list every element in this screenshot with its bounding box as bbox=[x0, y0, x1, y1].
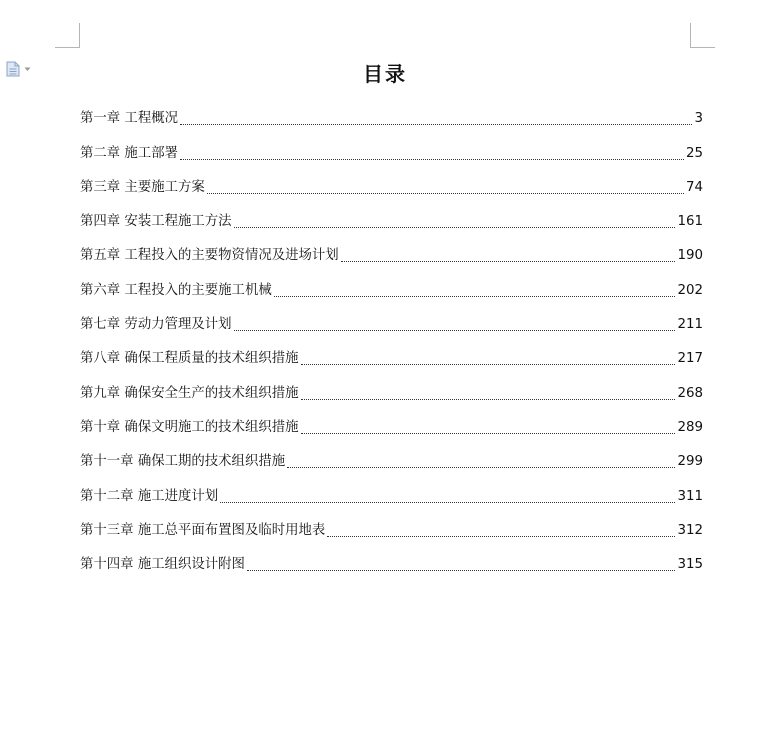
toc-entry[interactable] bbox=[80, 98, 703, 132]
toc-entry-page: 161 bbox=[677, 214, 703, 230]
toc-dot-leader bbox=[234, 329, 676, 331]
toc-entry[interactable] bbox=[80, 132, 703, 166]
toc-entry-label: 第三章 主要施工方案 bbox=[80, 179, 205, 195]
toc-dot-leader bbox=[234, 226, 676, 228]
toc-entry[interactable] bbox=[80, 167, 703, 201]
toc-entry[interactable] bbox=[80, 235, 703, 269]
toc-entry-page: 268 bbox=[677, 385, 703, 401]
toc-entry-label: 第六章 工程投入的主要施工机械 bbox=[80, 282, 272, 298]
toc-entry-page: 315 bbox=[677, 557, 703, 573]
toc-entry-page: 217 bbox=[677, 351, 703, 367]
toc-entry[interactable] bbox=[80, 372, 703, 406]
toc-entry-page: 312 bbox=[677, 522, 703, 538]
toc-entry[interactable] bbox=[80, 475, 703, 509]
toc-entry-label: 第十章 确保文明施工的技术组织措施 bbox=[80, 419, 299, 435]
toc-dot-leader bbox=[180, 158, 684, 160]
toc-dot-leader bbox=[301, 432, 676, 434]
toc-entry[interactable] bbox=[80, 304, 703, 338]
toc-entry-page: 74 bbox=[685, 179, 703, 195]
toc-dot-leader bbox=[287, 466, 675, 468]
toc-entry[interactable] bbox=[80, 407, 703, 441]
toc-entry-label: 第八章 确保工程质量的技术组织措施 bbox=[80, 351, 299, 367]
toc-entry[interactable] bbox=[80, 441, 703, 475]
toc-entry-page: 311 bbox=[677, 488, 703, 504]
toc-entry-label: 第九章 确保安全生产的技术组织措施 bbox=[80, 385, 299, 401]
toc-entry-page: 202 bbox=[677, 282, 703, 298]
toc-entry[interactable] bbox=[80, 544, 703, 578]
toc-entry-label: 第五章 工程投入的主要物资情况及进场计划 bbox=[80, 248, 339, 264]
toc-entry-page: 211 bbox=[677, 317, 703, 333]
toc-entry[interactable] bbox=[80, 269, 703, 303]
toc-dot-leader bbox=[247, 569, 675, 571]
toc-entry-label: 第四章 安装工程施工方法 bbox=[80, 214, 232, 230]
toc-entry-page: 299 bbox=[677, 454, 703, 470]
toc-dot-leader bbox=[207, 192, 684, 194]
toc-dot-leader bbox=[327, 535, 675, 537]
toc-entry-page: 289 bbox=[677, 419, 703, 435]
toc-entry[interactable] bbox=[80, 201, 703, 235]
toc-entry-label: 第十一章 确保工期的技术组织措施 bbox=[80, 454, 286, 470]
toc-entry-page: 190 bbox=[677, 248, 703, 264]
toc-entry-page: 3 bbox=[694, 111, 703, 127]
toc-entry-page: 25 bbox=[685, 145, 703, 161]
toc-dot-leader bbox=[301, 398, 676, 400]
toc-dot-leader bbox=[341, 260, 676, 262]
toc-entry[interactable] bbox=[80, 338, 703, 372]
toc-entry-label: 第二章 施工部署 bbox=[80, 145, 178, 161]
toc-list bbox=[80, 98, 703, 578]
margin-mark-top-right bbox=[690, 23, 715, 48]
toc-entry-label: 第七章 劳动力管理及计划 bbox=[80, 317, 232, 333]
toc-dot-leader bbox=[180, 123, 692, 125]
toc-entry-label: 第十三章 施工总平面布置图及临时用地表 bbox=[80, 522, 326, 538]
margin-mark-top-left bbox=[55, 23, 80, 48]
toc-entry-label: 第一章 工程概况 bbox=[80, 111, 178, 127]
toc-dot-leader bbox=[301, 363, 676, 365]
toc-entry-label: 第十二章 施工进度计划 bbox=[80, 488, 219, 504]
toc-dot-leader bbox=[220, 501, 675, 503]
toc-entry-label: 第十四章 施工组织设计附图 bbox=[80, 557, 245, 573]
toc-title: 目录 bbox=[363, 62, 407, 86]
toc-entry[interactable] bbox=[80, 510, 703, 544]
toc-dot-leader bbox=[274, 295, 676, 297]
